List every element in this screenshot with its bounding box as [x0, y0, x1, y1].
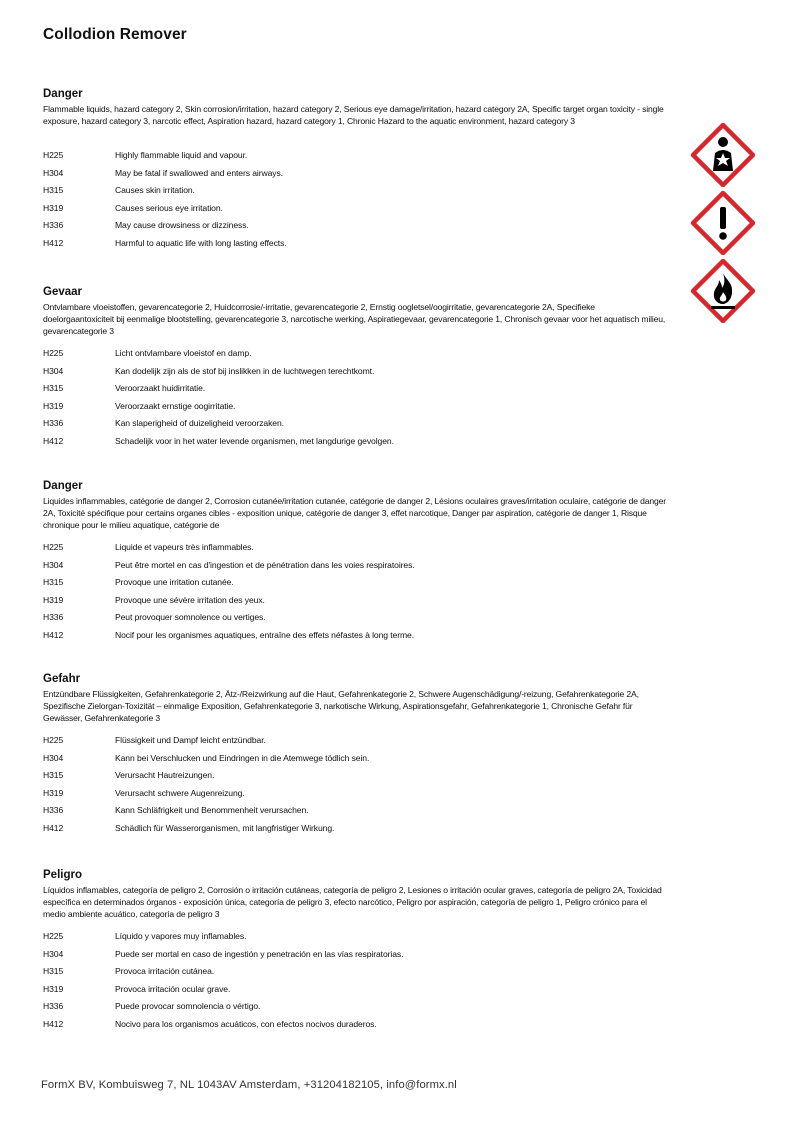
h-text: Kann bei Verschlucken und Eindringen in die Atemwege tödlich sein. — [115, 752, 370, 763]
h-code: H412 — [43, 629, 64, 640]
section-heading: Gefahr — [43, 673, 81, 685]
h-text: Provoque une irritation cutanée. — [115, 577, 234, 587]
h-code: H336 — [43, 220, 64, 230]
h-code: H304 — [43, 167, 64, 178]
health-hazard-icon — [691, 123, 755, 187]
hazard-statement — [43, 802, 668, 820]
document-title: Collodion Remover — [43, 26, 187, 43]
h-text: May cause drowsiness or dizziness. — [115, 220, 249, 230]
hazard-statement — [43, 767, 668, 785]
section-es — [43, 869, 668, 1033]
h-text: Provoca irritación cutánea. — [115, 966, 215, 976]
h-code: H336 — [43, 418, 64, 428]
hazard-statement — [43, 433, 668, 451]
h-text: Kann Schläfrigkeit und Benommenheit verursachen. — [115, 805, 309, 815]
hazard-statement — [43, 1016, 668, 1034]
h-code: H412 — [43, 1018, 64, 1029]
h-text: Liquide et vapeurs très inflammables. — [115, 542, 254, 552]
h-code: H304 — [43, 752, 64, 763]
h-text: Peut être mortel en cas d'ingestion et de pénétration dans les voies respiratoires. — [115, 559, 415, 570]
h-text: Flüssigkeit und Dampf leicht entzündbar. — [115, 735, 266, 745]
hazard-statement — [43, 785, 668, 803]
h-code: H225 — [43, 931, 64, 941]
h-code: H225 — [43, 542, 64, 552]
hazard-statement — [43, 963, 668, 981]
h-text: Schadelijk voor in het water levende organismen, met langdurige gevolgen. — [115, 435, 394, 446]
h-text: Schädlich für Wasserorganismen, mit langfristiger Wirkung. — [115, 822, 335, 833]
h-code: H336 — [43, 1001, 64, 1011]
h-text: Licht ontvlambare vloeistof en damp. — [115, 348, 252, 358]
h-text: Harmful to aquatic life with long lasting effects. — [115, 237, 287, 248]
hazard-statement — [43, 946, 668, 964]
hazard-statement — [43, 415, 668, 433]
flame-icon — [691, 259, 755, 323]
hazard-statement — [43, 165, 668, 183]
hazard-statements — [43, 732, 668, 837]
hazard-statement — [43, 750, 668, 768]
h-code: H225 — [43, 150, 64, 160]
h-code: H412 — [43, 435, 64, 446]
hazard-statement — [43, 732, 668, 750]
h-code: H315 — [43, 185, 64, 195]
hazard-statement — [43, 592, 668, 610]
h-code: H304 — [43, 559, 64, 570]
section-fr — [43, 480, 668, 644]
h-text: Nocif pour les organismes aquatiques, entraîne des effets néfastes à long terme. — [115, 629, 415, 640]
section-heading: Danger — [43, 88, 83, 100]
h-code: H412 — [43, 237, 64, 248]
h-code: H304 — [43, 365, 64, 376]
hazard-statement — [43, 200, 668, 218]
hazard-statement — [43, 182, 668, 200]
hazard-statement — [43, 557, 668, 575]
hazard-statement — [43, 147, 668, 165]
hazard-statement — [43, 380, 668, 398]
section-heading: Peligro — [43, 869, 82, 881]
hazard-classification: Liquides inflammables, catégorie de danger 2, Corrosion cutanée/irritation cutanée, catégorie de danger 2, Lésions oculaires graves/irritation oculaire, catégorie de danger 2A, Toxicité spécifique pour certains organes cibles - exposition unique, catégorie de danger 3, effet narcotique, Danger par aspiration, catégorie de danger 1, Risque chronique pour le milieu aquatique, catégorie de — [43, 496, 666, 530]
hazard-statements — [43, 539, 668, 644]
h-code: H319 — [43, 594, 64, 605]
hazard-statement — [43, 981, 668, 999]
h-code: H319 — [43, 400, 64, 411]
section-de — [43, 673, 668, 837]
h-text: Líquido y vapores muy inflamables. — [115, 931, 247, 941]
h-text: Puede ser mortal en caso de ingestión y penetración en las vías respiratorias. — [115, 948, 404, 959]
hazard-statement — [43, 998, 668, 1016]
hazard-statement — [43, 928, 668, 946]
ghs-pictograms — [691, 123, 755, 327]
h-code: H319 — [43, 983, 64, 994]
h-code: H315 — [43, 966, 64, 976]
h-text: Kan dodelijk zijn als de stof bij inslikken in de luchtwegen terechtkomt. — [115, 365, 375, 376]
section-en — [43, 88, 668, 252]
hazard-statement — [43, 363, 668, 381]
hazard-statements — [43, 928, 668, 1033]
hazard-statement — [43, 574, 668, 592]
h-text: Verursacht Hautreizungen. — [115, 770, 215, 780]
h-text: Verursacht schwere Augenreizung. — [115, 787, 245, 798]
h-code: H319 — [43, 202, 64, 213]
hazard-statement — [43, 539, 668, 557]
hazard-statement — [43, 345, 668, 363]
h-code: H225 — [43, 735, 64, 745]
hazard-statement — [43, 820, 668, 838]
h-code: H336 — [43, 805, 64, 815]
hazard-classification: Flammable liquids, hazard category 2, Skin corrosion/irritation, hazard category 2, Serious eye damage/irritation, hazard category 2A, Specific target organ toxicity - single exposure, hazard category 3, narcotic effect, Aspiration hazard, hazard category 1, Chronic Hazard to the aquatic environment, hazard category 3 — [43, 104, 664, 126]
h-code: H315 — [43, 770, 64, 780]
hazard-statement — [43, 398, 668, 416]
hazard-statement — [43, 627, 668, 645]
h-text: Provoca irritación ocular grave. — [115, 983, 231, 994]
h-code: H225 — [43, 348, 64, 358]
h-code: H304 — [43, 948, 64, 959]
exclamation-mark-icon — [691, 191, 755, 255]
hazard-statements — [43, 147, 668, 252]
hazard-classification: Líquidos inflamables, categoría de peligro 2, Corrosión o irritación cutáneas, categoría de peligro 2, Lesiones o irritación ocular graves, categoría de peligro 2A, Toxicidad específica en determinados órganos - exposición única, categoría de peligro 3, efecto narcótico, Peligro por aspiración, categoría de peligro 1, Peligro crónico para el medio ambiente acuático, categoría de peligro 3 — [43, 885, 662, 919]
h-text: Veroorzaakt huidirritatie. — [115, 383, 206, 393]
section-heading: Gevaar — [43, 286, 83, 298]
h-text: Highly flammable liquid and vapour. — [115, 150, 248, 160]
hazard-statement — [43, 217, 668, 235]
hazard-classification: Entzündbare Flüssigkeiten, Gefahrenkategorie 2, Ätz-/Reizwirkung auf die Haut, Gefahrenkategorie 2, Schwere Augenschädigung/-reizung, Gefahrenkategorie 2A, Spezifische Zielorgan-Toxizität – einmalige Exposition, Gefahrenkategorie 3, narkotische Wirkung, Aspirationsgefahr, Gefahrenkategorie 1, Chronische Gefahr für Gewässer, Gefahrenkategorie 3 — [43, 689, 639, 723]
hazard-statements — [43, 345, 668, 450]
section-nl — [43, 286, 668, 450]
h-code: H315 — [43, 383, 64, 393]
h-code: H336 — [43, 612, 64, 622]
h-code: H319 — [43, 787, 64, 798]
h-text: Causes skin irritation. — [115, 185, 195, 195]
h-code: H315 — [43, 577, 64, 587]
h-code: H412 — [43, 822, 64, 833]
h-text: Provoque une sévère irritation des yeux. — [115, 594, 265, 605]
h-text: Kan slaperigheid of duizeligheid veroorzaken. — [115, 418, 284, 428]
section-heading: Danger — [43, 480, 83, 492]
hazard-statement — [43, 235, 668, 253]
h-text: Puede provocar somnolencia o vértigo. — [115, 1001, 261, 1011]
h-text: Nocivo para los organismos acuáticos, con efectos nocivos duraderos. — [115, 1018, 377, 1029]
h-text: Peut provoquer somnolence ou vertiges. — [115, 612, 266, 622]
h-text: Causes serious eye irritation. — [115, 202, 223, 213]
footer-contact: FormX BV, Kombuisweg 7, NL 1043AV Amsterdam, +31204182105, info@formx.nl — [41, 1079, 457, 1091]
h-text: Veroorzaakt ernstige oogirritatie. — [115, 400, 236, 411]
h-text: May be fatal if swallowed and enters airways. — [115, 167, 283, 178]
hazard-statement — [43, 609, 668, 627]
hazard-classification: Ontvlambare vloeistoffen, gevarencategorie 2, Huidcorrosie/-irritatie, gevarencategorie 2, Ernstig oogletsel/oogirritatie, gevarencategorie 2A, Specifieke doelorgaantoxiciteit bij eenmalige blootstelling, gevarencategorie 3, narcotische werking, Aspiratiegevaar, gevarencategorie 1, Chronisch gevaar voor het aquatisch milieu, gevarencategorie 3 — [43, 302, 666, 336]
